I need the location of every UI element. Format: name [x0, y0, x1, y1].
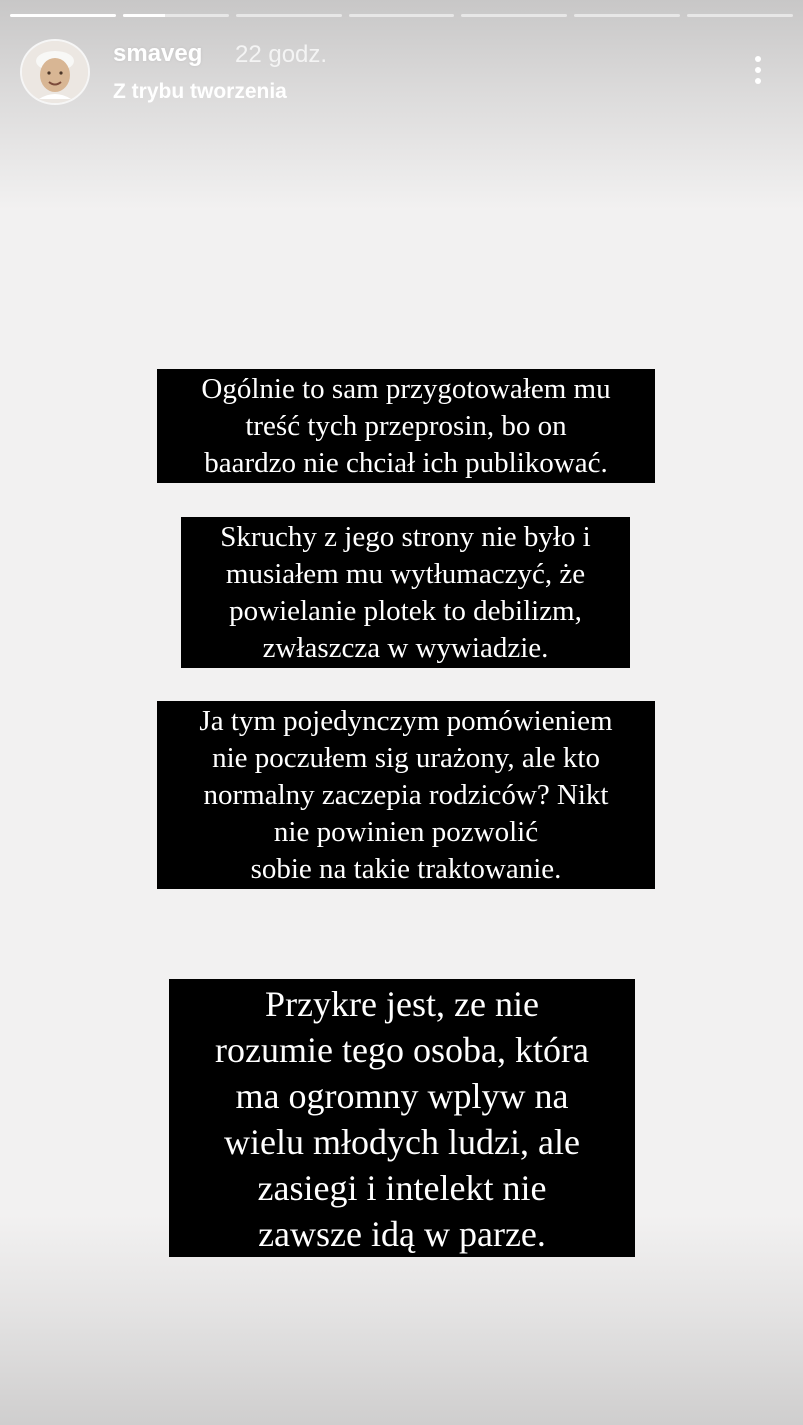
- story-text-block: Przykre jest, ze nie rozumie tego osoba, która ma ogromny wplyw na wielu młodych ludzi, ale zasiegi i intelekt nie zawsze idą w parze.: [169, 979, 635, 1257]
- progress-segment: [461, 14, 567, 17]
- story-text-block: Skruchy z jego strony nie było i musiałem mu wytłumaczyć, że powielanie plotek to debilizm, zwłaszcza w wywiadzie.: [181, 517, 630, 668]
- more-vertical-icon: [755, 78, 761, 84]
- progress-segment: [10, 14, 116, 17]
- more-vertical-icon: [755, 67, 761, 73]
- progress-segment: [687, 14, 793, 17]
- progress-segment: [349, 14, 455, 17]
- more-options-button[interactable]: [744, 50, 772, 90]
- story-source-label[interactable]: Z trybu tworzenia: [113, 80, 287, 103]
- progress-segment-fill: [10, 14, 116, 17]
- more-vertical-icon: [755, 56, 761, 62]
- avatar-image: [22, 41, 88, 103]
- progress-segment-fill: [123, 14, 165, 17]
- progress-segment: [236, 14, 342, 17]
- story-text-block: Ja tym pojedynczym pomówieniem nie poczułem sig urażony, ale kto normalny zaczepia rodziców? Nikt nie powinien pozwolić sobie na takie traktowanie.: [157, 701, 655, 889]
- username[interactable]: smaveg: [113, 40, 203, 67]
- story-text-block: Ogólnie to sam przygotowałem mu treść tych przeprosin, bo on baardzo nie chciał ich publikować.: [157, 369, 655, 483]
- avatar[interactable]: [22, 41, 88, 103]
- progress-segment: [123, 14, 229, 17]
- story-progress-bar: [10, 14, 793, 18]
- story-timestamp: 22 godz.: [235, 41, 328, 68]
- top-gradient: [0, 0, 803, 210]
- progress-segment: [574, 14, 680, 17]
